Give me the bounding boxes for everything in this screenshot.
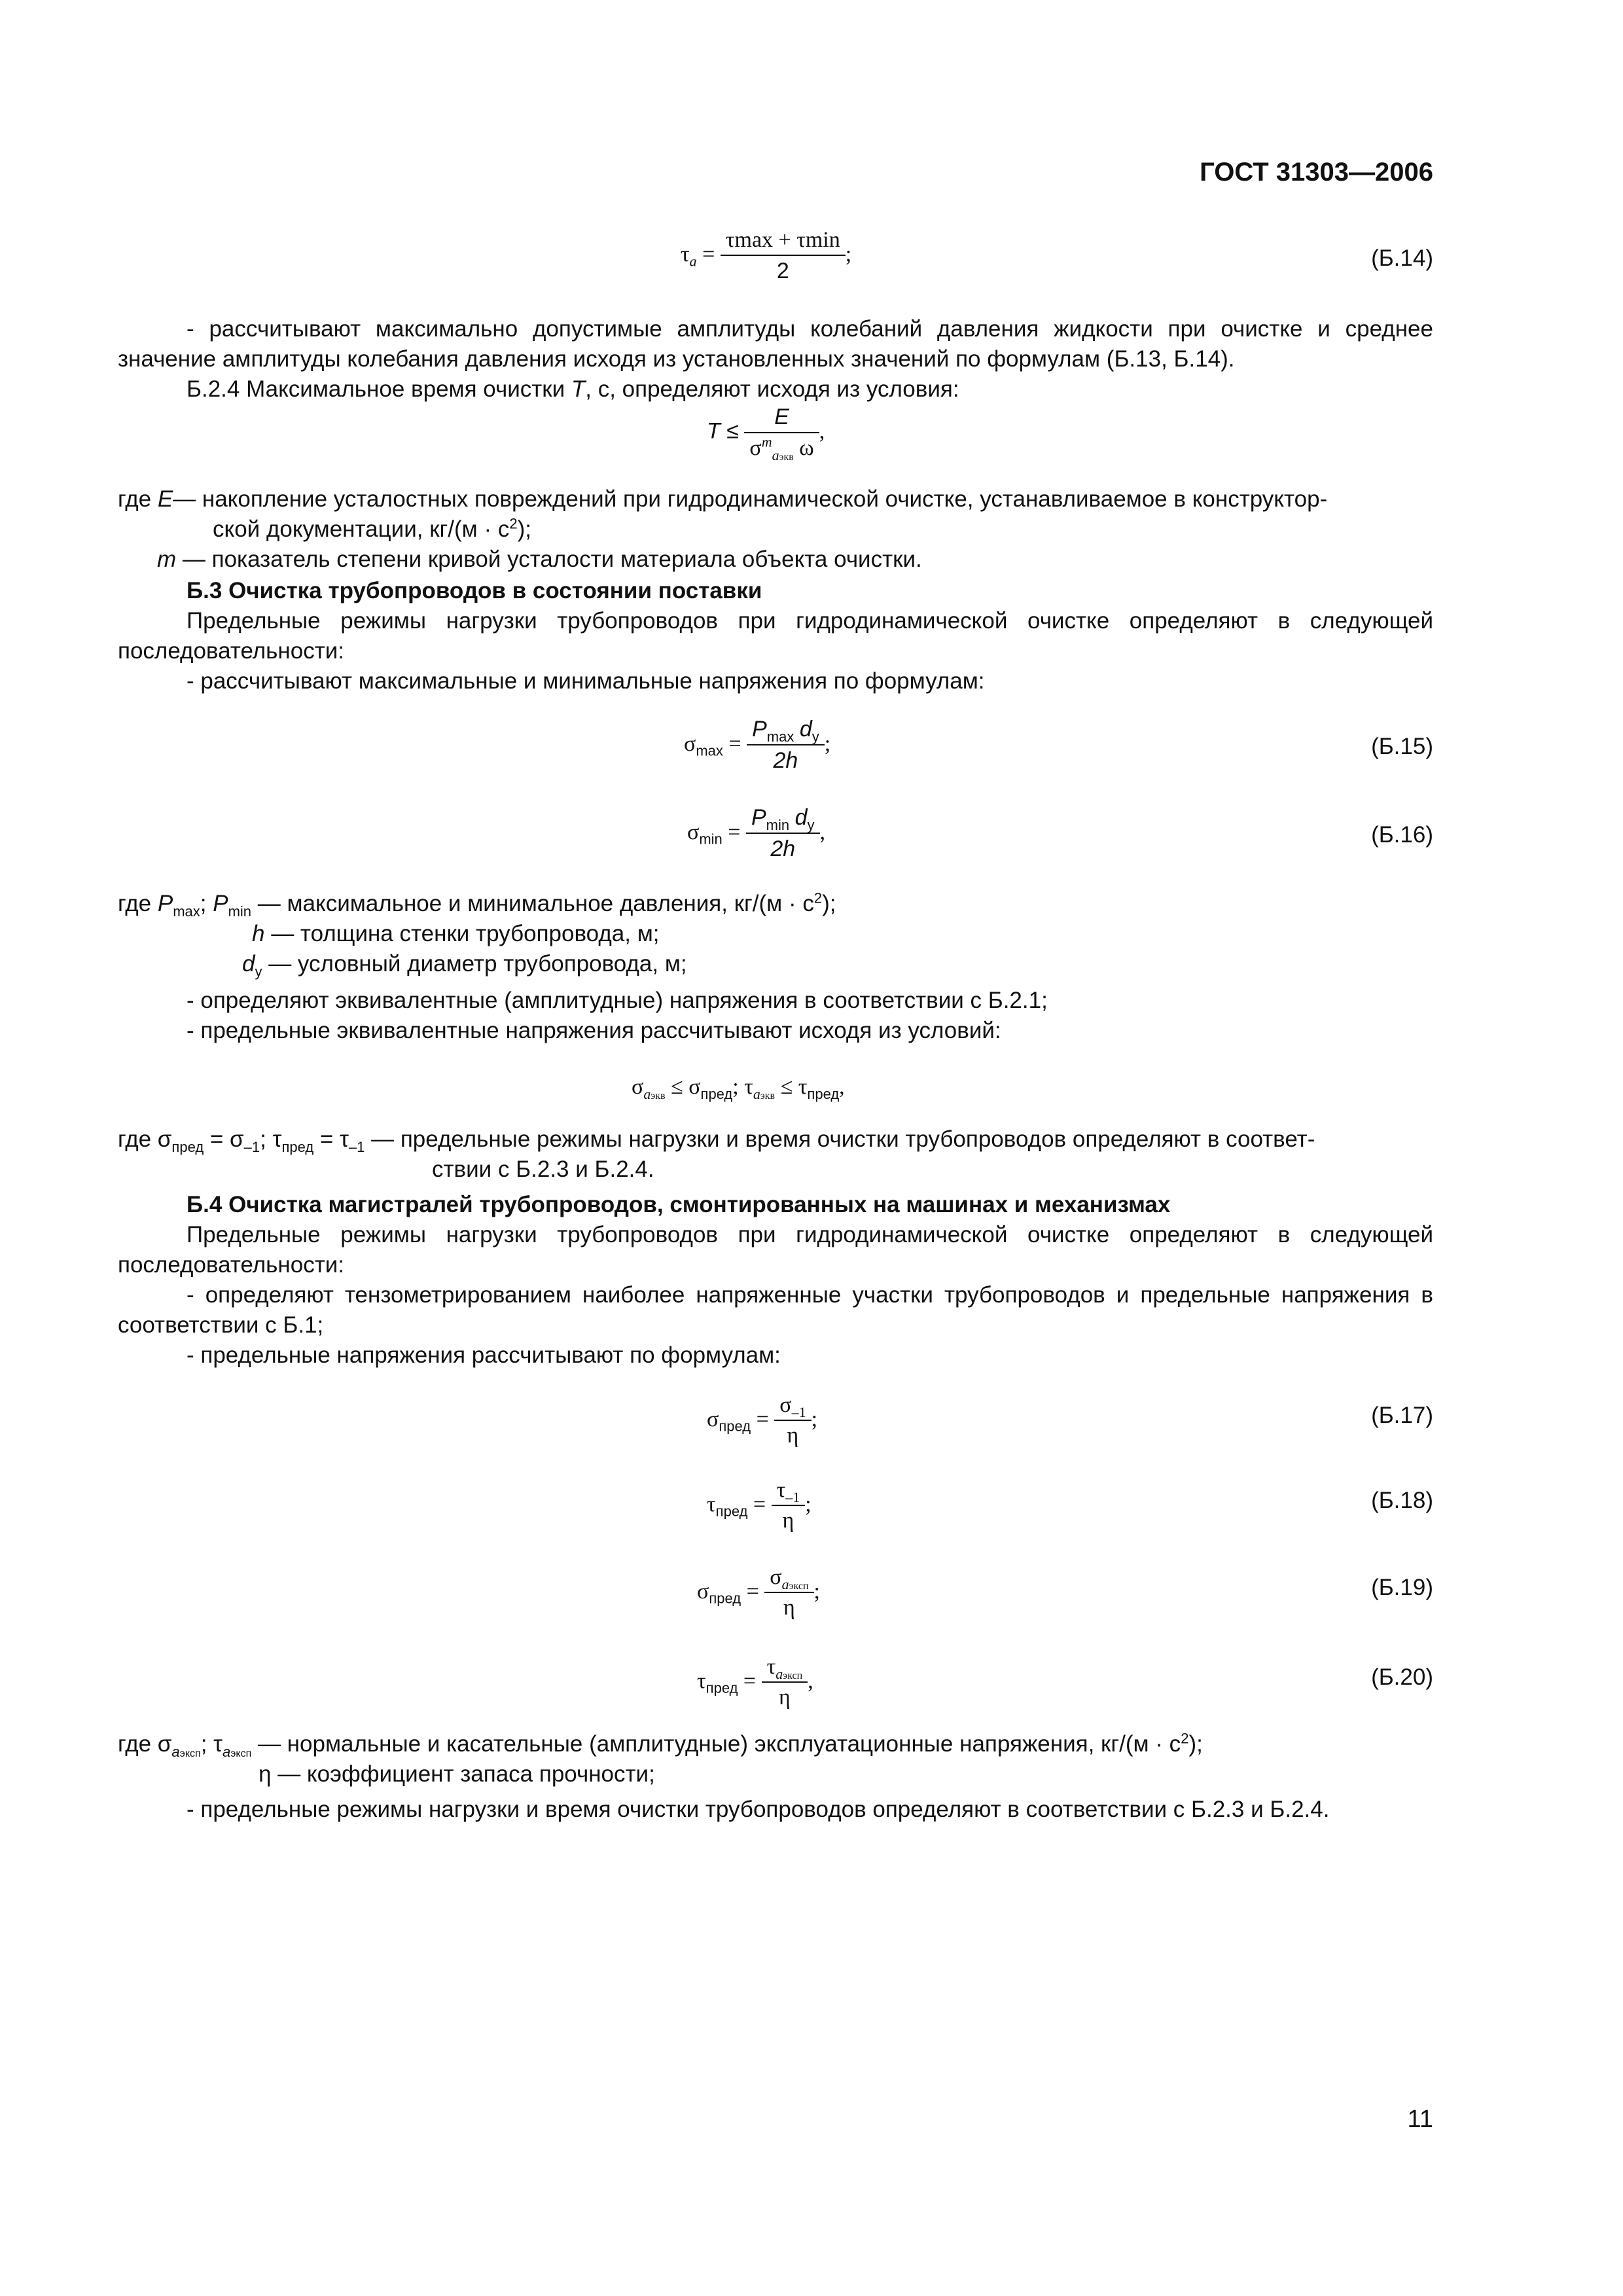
- equation-number: (Б.15): [1371, 734, 1433, 759]
- list-item: - определяют тензометрированием наиболее напряженные участки трубопроводов и предельные напряжения в соответствии с Б.1;: [118, 1282, 1433, 1338]
- definition-limit-stress-cont: ствии с Б.2.3 и Б.2.4.: [432, 1157, 654, 1182]
- formula-b20: $\tau_{пред}$ = $\frac{\tau_{aэксп}}{\eta}$ ,: [697, 1653, 813, 1713]
- equation-number: (Б.16): [1371, 822, 1433, 848]
- definition-h: h — толщина стенки трубопровода, м;: [252, 921, 660, 946]
- definition-pressure: где $P_{max}$; $P_{min}$ — максимальное и минимальное давления, $кг/(м \cdot с^2)$;: [118, 889, 836, 920]
- fraction: $\frac{E}{\sigma^m_{aэкв} \omega}$: [744, 403, 819, 463]
- list-item: - предельные режимы нагрузки и время очистки трубопроводов определяют в соответствии с Б.2.3 и Б.2.4.: [187, 1797, 1330, 1822]
- equation-number: (Б.19): [1371, 1575, 1433, 1600]
- paragraph-b2-4: Б.2.4 Максимальное время очистки T, с, определяют исходя из условия:: [187, 376, 959, 402]
- definition-operational-stress: где $\sigma_{aэксп}$; $\tau_{aэксп}$ — нормальные и касательные (амплитудные) эксплуатационные напряжения, $кг/(м \cdot с^2)$;: [118, 1730, 1203, 1760]
- section-heading-b3: Б.3 Очистка трубопроводов в состоянии поставки: [187, 578, 762, 603]
- definition-d: $d_у$ — условный диаметр трубопровода, м;: [242, 951, 687, 980]
- paragraph: - рассчитывают максимально допустимые амплитуды колебаний давления жидкости при очистке и среднее значение амплитуды колебания давления исходя из установленных значений по формулам (Б.13, Б.14).: [118, 316, 1433, 372]
- formula-b17: $\sigma_{пред}$ = $\frac{\sigma_{-1}}{\eta}$ ;: [707, 1391, 817, 1451]
- section-heading-b4: Б.4 Очистка магистралей трубопроводов, смонтированных на машинах и механизмах: [187, 1192, 1171, 1217]
- definition-E: где E— накопление усталостных повреждений при гидродинамической очистке, устанавливаемое в конструктор-: [118, 486, 1328, 512]
- paragraph-b3: Предельные режимы нагрузки трубопроводов при гидродинамической очистке определяют в следующей последовательности:: [118, 608, 1433, 664]
- definition-limit-stress: где $\sigma_{пред} = \sigma_{-1}$; $\tau_{пред} = \tau_{-1}$ — предельные режимы нагрузки и время очистки трубопроводов определяют в соответ-: [118, 1126, 1315, 1155]
- standard-number: ГОСТ 31303—2006: [1200, 158, 1433, 187]
- formula-b18: $\tau_{пред}$ = $\frac{\tau_{-1}}{\eta}$ ;: [707, 1476, 812, 1536]
- formula-b16: $\sigma_{min}$ = $\frac{P_{min} d_у}{2h}$ ,: [687, 803, 825, 865]
- fraction: $\frac{\tau_{aэксп}}{\eta}$: [762, 1653, 808, 1713]
- formula-b19: $\sigma_{пред}$ = $\frac{\sigma_{aэксп}}{\eta}$ ;: [697, 1563, 820, 1623]
- definition-E-cont: ской документации, $кг/(м \cdot с^2)$;: [213, 515, 531, 542]
- formula-condition: $\sigma_{aэкв} \le \sigma_{пред}$; $\tau_{aэкв} \le \tau_{пред}$,: [632, 1075, 845, 1102]
- list-item: - определяют эквивалентные (амплитудные) напряжения в соответствии с Б.2.1;: [187, 988, 1048, 1013]
- fraction: $\frac{P_{min} d_у}{2h}$: [746, 803, 820, 865]
- list-item: - предельные напряжения рассчитывают по формулам:: [187, 1342, 781, 1368]
- formula-b15: $\sigma_{max}$ = $\frac{P_{max} d_у}{2h}$ ;: [684, 715, 830, 776]
- equation-number: (Б.20): [1371, 1664, 1433, 1690]
- page-number: 11: [1407, 2106, 1433, 2133]
- paragraph-b4: Предельные режимы нагрузки трубопроводов при гидродинамической очистке определяют в следующей последовательности:: [118, 1222, 1433, 1278]
- formula-b14: $\tau_a$ = $\frac{\tau\max + \tau\min}{2}$ ;: [681, 226, 851, 286]
- fraction: $\frac{\sigma_{aэксп}}{\eta}$: [764, 1563, 813, 1623]
- equation-number: (Б.14): [1371, 245, 1433, 271]
- fraction: $\frac{\tau\max + \tau\min}{2}$: [721, 226, 846, 286]
- fraction: $\frac{\tau_{-1}}{\eta}$: [772, 1476, 806, 1536]
- list-item: - рассчитывают максимальные и минимальные напряжения по формулам:: [187, 668, 985, 694]
- fraction: $\frac{P_{max} d_у}{2h}$: [747, 715, 825, 776]
- equation-number: (Б.17): [1371, 1403, 1433, 1428]
- formula-time-condition: T ≤ $\frac{E}{\sigma^m_{aэкв} \omega}$ ,: [707, 403, 825, 463]
- definition-m: m — показатель степени кривой усталости материала объекта очистки.: [157, 547, 922, 572]
- definition-eta: η — коэффициент запаса прочности;: [259, 1761, 655, 1787]
- fraction: $\frac{\sigma_{-1}}{\eta}$: [774, 1391, 811, 1451]
- list-item: - предельные эквивалентные напряжения рассчитывают исходя из условий:: [187, 1018, 1001, 1043]
- equation-number: (Б.18): [1371, 1488, 1433, 1513]
